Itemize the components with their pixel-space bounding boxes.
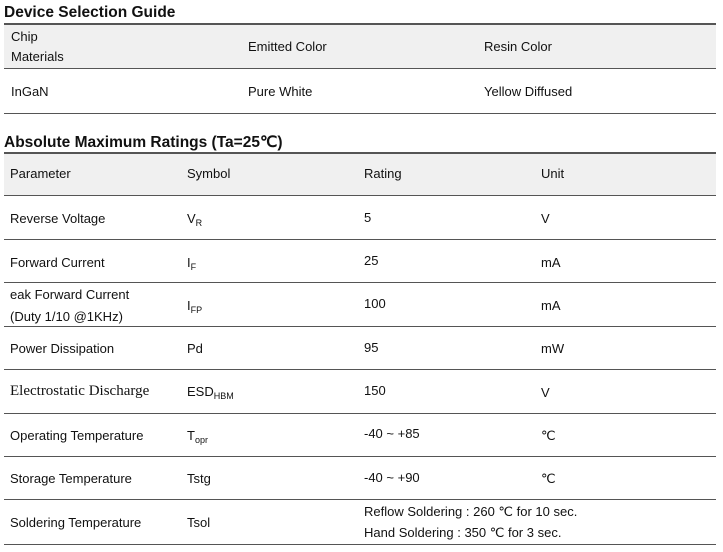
reverse-voltage-parameter: Reverse Voltage	[10, 211, 106, 226]
reverse-voltage-rating: 5	[364, 210, 372, 225]
operating-temperature-rating: -40 ~ +85	[364, 426, 420, 441]
device-guide-header-resin: Resin Color	[484, 39, 552, 54]
soldering-temperature-parameter: Soldering Temperature	[10, 515, 142, 530]
power-dissipation-symbol: Pd	[187, 341, 203, 356]
row-rule	[4, 369, 716, 370]
electrostatic-discharge-symbol: $ESD_{HBM}$	[187, 384, 234, 401]
electrostatic-discharge-unit: V	[541, 385, 550, 400]
soldering-temperature-rating-reflow: Reflow Soldering : 260 ℃ for 10 sec.	[364, 504, 578, 519]
operating-temperature-parameter: Operating Temperature	[10, 428, 144, 443]
row-rule	[4, 499, 716, 500]
reverse-voltage-symbol: $V_R$	[187, 211, 203, 228]
storage-temperature-rating: -40 ~ +90	[364, 470, 420, 485]
device-guide-emitted-value: Pure White	[248, 84, 313, 99]
storage-temperature-parameter: Storage Temperature	[10, 471, 132, 486]
peak-forward-current-unit: mA	[541, 298, 561, 313]
device-guide-header-rule	[4, 68, 716, 69]
peak-forward-current-parameter-line2: (Duty 1/10 @1KHz)	[10, 309, 123, 324]
electrostatic-discharge-rating: 150	[364, 383, 386, 398]
device-guide-bottom-rule	[4, 113, 716, 114]
device-guide-header-chip-line2: Materials	[11, 49, 64, 64]
device-guide-header-bg	[4, 25, 716, 68]
ratings-title: Absolute Maximum Ratings (Ta=25℃)	[4, 134, 283, 151]
operating-temperature-unit: ℃	[541, 428, 556, 443]
storage-temperature-symbol: Tstg	[187, 471, 211, 486]
storage-temperature-unit: ℃	[541, 471, 556, 486]
soldering-temperature-symbol: Tsol	[187, 515, 211, 530]
device-guide-header-chip-line1: Chip	[11, 29, 38, 44]
peak-forward-current-symbol: $I_{FP}$	[187, 298, 203, 315]
row-rule	[4, 326, 716, 327]
ratings-header-parameter: Parameter	[10, 166, 71, 181]
power-dissipation-parameter: Power Dissipation	[10, 341, 115, 356]
device-guide-title: Device Selection Guide	[4, 4, 176, 21]
peak-forward-current-parameter-line1: eak Forward Current	[10, 287, 130, 302]
forward-current-rating: 25	[364, 253, 379, 268]
power-dissipation-rating: 95	[364, 340, 379, 355]
electrostatic-discharge-parameter: Electrostatic Discharge	[10, 383, 150, 399]
forward-current-parameter: Forward Current	[10, 255, 105, 270]
row-rule	[4, 239, 716, 240]
operating-temperature-symbol: $T_{opr}$	[187, 428, 208, 445]
ratings-header-rule	[4, 195, 716, 196]
device-guide-header-emitted: Emitted Color	[248, 39, 327, 54]
ratings-bottom-rule	[4, 544, 716, 545]
ratings-header-unit: Unit	[541, 166, 565, 181]
ratings-header-rating: Rating	[364, 166, 402, 181]
peak-forward-current-rating: 100	[364, 296, 386, 311]
reverse-voltage-unit: V	[541, 211, 550, 226]
power-dissipation-unit: mW	[541, 341, 565, 356]
row-rule	[4, 413, 716, 414]
ratings-header-bg	[4, 154, 716, 195]
soldering-temperature-rating-hand: Hand Soldering : 350 ℃ for 3 sec.	[364, 525, 562, 540]
ratings-header-symbol: Symbol	[187, 166, 231, 181]
row-rule	[4, 456, 716, 457]
forward-current-unit: mA	[541, 255, 561, 270]
device-guide-resin-value: Yellow Diffused	[484, 84, 573, 99]
device-guide-chip-value: InGaN	[11, 84, 49, 99]
forward-current-symbol: $I_F$	[187, 255, 197, 272]
row-rule	[4, 282, 716, 283]
